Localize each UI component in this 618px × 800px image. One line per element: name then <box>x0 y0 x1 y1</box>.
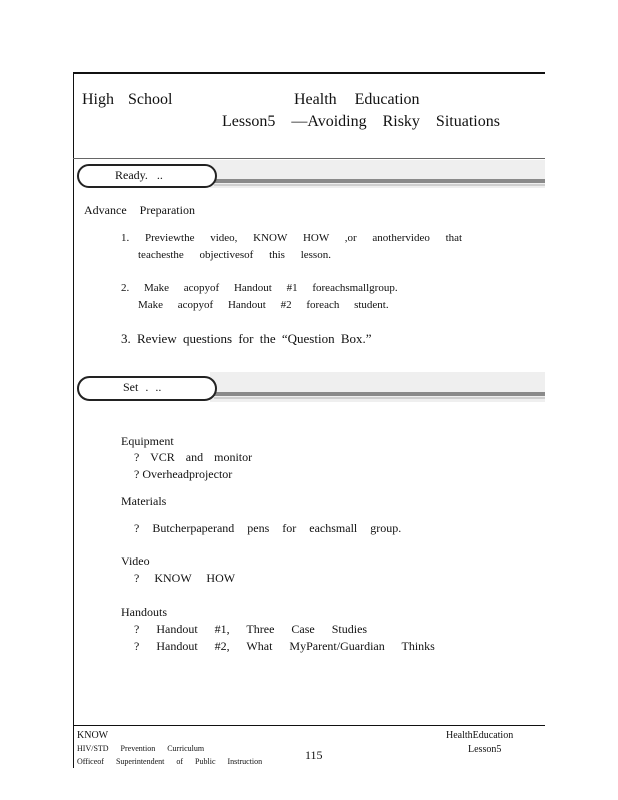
ready-section-pill <box>77 164 217 188</box>
page-number: 115 <box>305 748 323 762</box>
footer-curriculum: HIV/STD Prevention Curriculum <box>77 744 205 753</box>
video-item-1: ? KNOW HOW <box>134 571 236 585</box>
left-border <box>73 72 74 768</box>
materials-heading: Materials <box>121 494 167 508</box>
footer-know: KNOW <box>77 730 109 741</box>
subject-name: Health Education <box>294 91 420 108</box>
prep-item-1-line-2: teachesthe objectivesof this lesson. <box>138 249 331 261</box>
equipment-heading: Equipment <box>121 434 174 448</box>
top-rule <box>73 72 545 74</box>
advance-preparation-heading: Advance Preparation <box>84 203 195 217</box>
ready-banner-bar <box>214 179 545 183</box>
handouts-item-1: ? Handout #1, Three Case Studies <box>134 622 368 636</box>
handouts-heading: Handouts <box>121 605 167 619</box>
set-banner-bar-light <box>214 397 545 399</box>
header-bottom-rule <box>73 158 545 159</box>
set-section-label: Set . .. <box>123 380 162 394</box>
footer-lesson: Lesson5 <box>468 744 502 755</box>
set-banner-bar <box>214 392 545 396</box>
course-name: High School <box>82 91 173 108</box>
lesson-title: Lesson5 —Avoiding Risky Situations <box>222 113 500 130</box>
prep-item-2-line-2: Make acopyof Handout #2 foreach student. <box>138 299 389 311</box>
prep-item-1-line-1: 1. Previewthe video, KNOW HOW ,or anothervideo that <box>121 232 463 244</box>
handouts-item-2: ? Handout #2, What MyParent/Guardian Thinks <box>134 639 435 653</box>
equipment-item-1: ? VCR and monitor <box>134 450 253 464</box>
equipment-item-2: ? Overheadprojector <box>134 467 233 481</box>
footer-rule <box>73 725 545 726</box>
materials-item-1: ? Butcherpaperand pens for eachsmall group. <box>134 521 402 535</box>
footer-health-education: HealthEducation <box>446 730 514 741</box>
footer-office: Officeof Superintendent of Public Instruction <box>77 757 263 766</box>
video-heading: Video <box>121 554 150 568</box>
ready-section-label: Ready. .. <box>115 168 163 182</box>
set-section-pill <box>77 376 217 401</box>
ready-banner-bar-light <box>214 184 545 186</box>
prep-item-3: 3. Review questions for the “Question Box.” <box>121 331 372 346</box>
prep-item-2-line-1: 2. Make acopyof Handout #1 foreachsmallgroup. <box>121 282 398 294</box>
